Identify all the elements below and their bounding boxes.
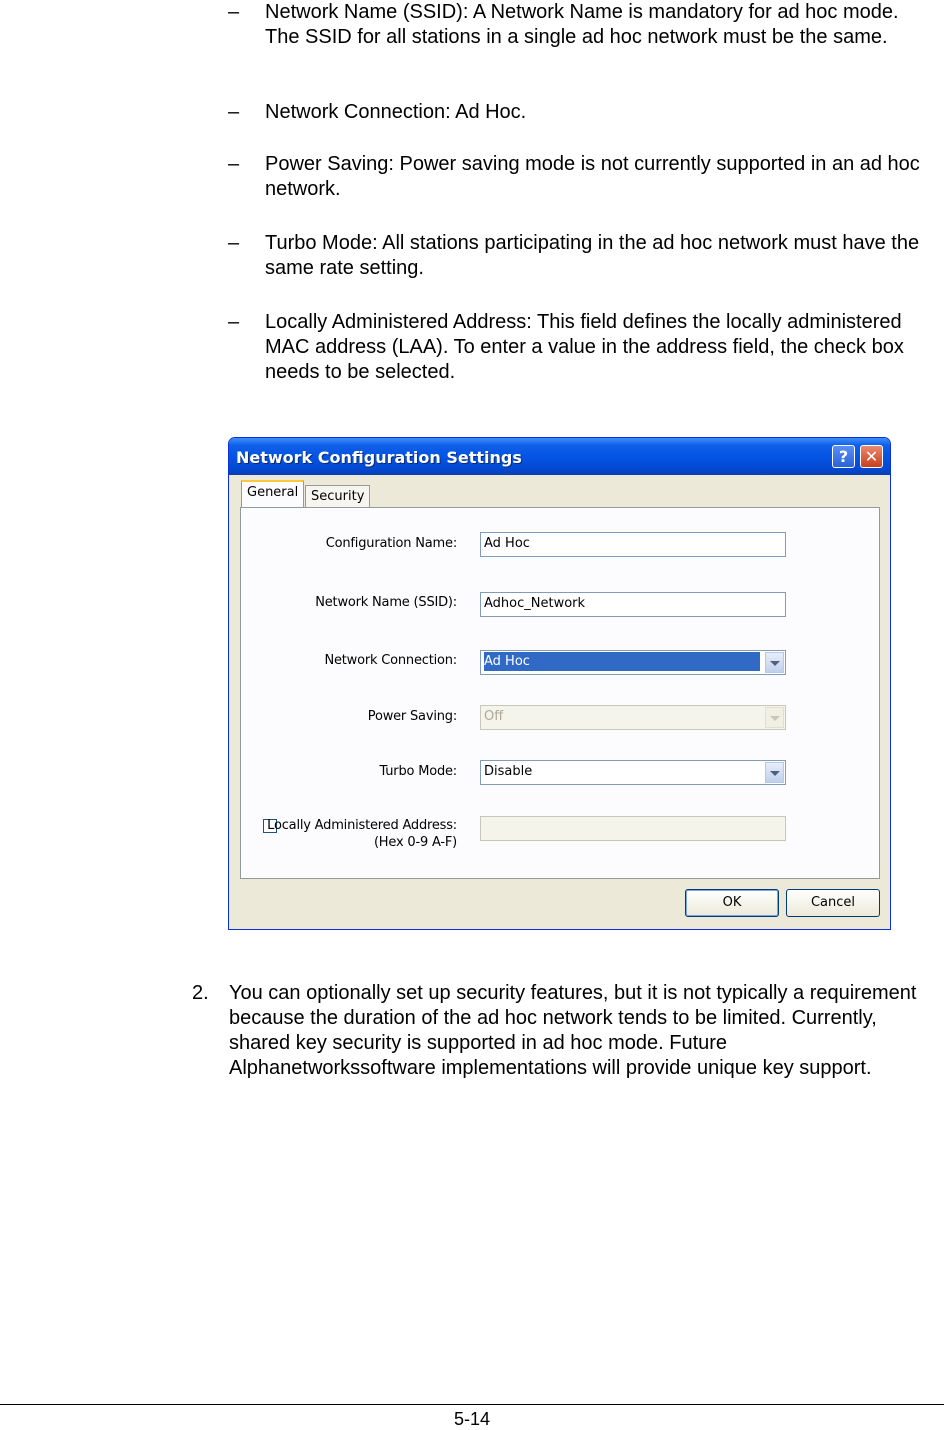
tab-general[interactable]: General: [241, 480, 304, 507]
close-button[interactable]: ✕: [860, 445, 883, 468]
tab-security[interactable]: Security: [305, 485, 370, 507]
config-name-input[interactable]: Ad Hoc: [480, 532, 786, 557]
laa-label: Locally Administered Address:: [267, 818, 457, 833]
dialog-titlebar: [229, 438, 890, 475]
chevron-down-icon[interactable]: [765, 652, 784, 673]
turbo-mode-select[interactable]: [480, 760, 786, 785]
power-saving-label: Power Saving:: [367, 709, 457, 724]
turbo-mode-label: Turbo Mode:: [379, 764, 457, 779]
config-name-label: Configuration Name:: [325, 536, 457, 551]
network-connection-select[interactable]: [480, 650, 786, 675]
ok-button[interactable]: OK: [685, 889, 779, 917]
dash-marker: –: [228, 232, 240, 254]
power-saving-value: Off: [484, 709, 504, 724]
dash-marker: –: [228, 1, 240, 23]
step-number: 2.: [192, 982, 209, 1004]
bullet-text: Power Saving: Power saving mode is not currently supported in an ad hoc network.: [265, 153, 920, 200]
help-button[interactable]: ?: [832, 445, 855, 468]
dash-marker: –: [228, 153, 240, 175]
laa-input[interactable]: [480, 816, 786, 841]
bullet-text: Network Name (SSID): A Network Name is mandatory for ad hoc mode. The SSID for all stations in a single ad hoc network must be the same.: [265, 1, 899, 48]
dialog-title: Network Configuration Settings: [236, 448, 522, 467]
bullet-network-connection: [228, 100, 938, 125]
chevron-down-icon[interactable]: [765, 762, 784, 783]
cancel-button[interactable]: Cancel: [786, 889, 880, 917]
page-number: 5-14: [453, 1409, 491, 1429]
general-panel: [240, 507, 880, 879]
bullet-text: Network Connection: Ad Hoc.: [265, 101, 527, 123]
dash-marker: –: [228, 311, 240, 333]
bullet-ssid: [228, 0, 938, 50]
power-saving-select: [480, 705, 786, 730]
bullet-power-saving: [228, 152, 938, 202]
ssid-input[interactable]: Adhoc_Network: [480, 592, 786, 617]
chevron-down-icon: [765, 707, 784, 728]
dash-marker: –: [228, 101, 240, 123]
network-connection-value: Ad Hoc: [484, 652, 760, 671]
network-configuration-dialog: [228, 437, 891, 930]
bullet-laa: [228, 310, 938, 385]
laa-hint: (Hex 0-9 A-F): [373, 835, 457, 850]
ssid-label: Network Name (SSID):: [315, 595, 457, 610]
step-text: You can optionally set up security features, but it is not typically a requirement because the duration of the ad hoc network tends to be limited. Currently, shared key security is supported in ad hoc mode. Future Alphanetworkssoftware implementations will provide unique key support.: [229, 982, 917, 1079]
bullet-turbo-mode: [228, 231, 938, 281]
turbo-mode-value: Disable: [484, 764, 533, 779]
footer-divider: [0, 1404, 944, 1405]
bullet-text: Turbo Mode: All stations participating in the ad hoc network must have the same rate setting.: [265, 232, 920, 279]
network-connection-label: Network Connection:: [324, 653, 457, 668]
bullet-text: Locally Administered Address: This field defines the locally administered MAC address (LAA). To enter a value in the address field, the check box needs to be selected.: [265, 311, 904, 383]
